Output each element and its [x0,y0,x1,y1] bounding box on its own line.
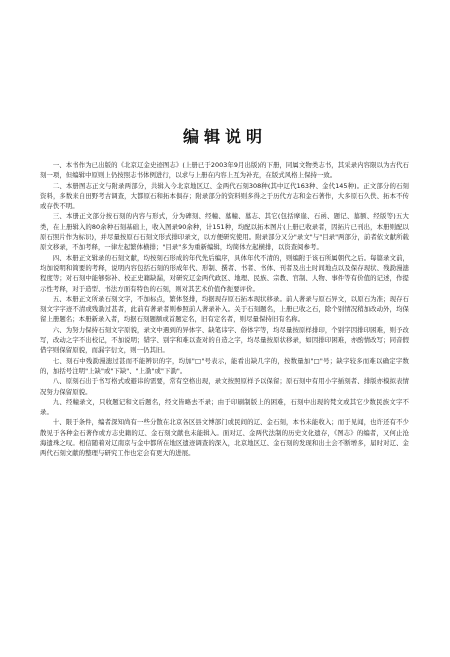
paragraph-3: 三、本册正文部分按石刻的内容与形式，分为碑刻、经幢、墓幢、墓志、其它(包括摩崖、石函、题记、墓额、经版等)五大类，在上册辑入的80余种石刻基础上，收入图录90余种，计151种，均配以拓本图片(上册已收录者，因拓片已刊出，本册则配以原石照片作为标识)，并尽量按原石石刻文形式排印录文，以方便研究使用。附录部分又分"录文"与"目录"两部分，前者依文献所载原文移录，不加考释，一律左起繁体横排；"目录"多为重新编辑，均简体左起横排，以资查阅参考。 [40,212,409,252]
document-body [40,160,409,459]
paragraph-10: 十、限于条件，编者深知尚有一些分散在北京各区县文博部门或民间的辽、金石刻，本书未能收入；而于见闻，也许还有不少散见于各种金石著作或方志史籍的辽、金石刻文献也未能辑入。面对辽、金两代法制的历史文化遗存，《图志》的编者，又何止沧海遗珠之叹。相信随着对辽南京与金中都所在地区遗迹调查的深入，北京地区辽、金石刻的发现和出土会不断增多，届时对辽、金两代石刻文献的整理与研究工作也定会有更大的进展。 [40,418,409,458]
paragraph-8: 八、原刻石出于书写格式或避讳的需要，常有空格出现，录文按照原样予以保留；原石刻中有用小字插刻者、排版亦模拟表情况努力保留原貌。 [40,377,409,396]
paragraph-7: 七、刻石中残泐漫漶过甚而不能辨识的字，均加"□"号表示，能看出缺几字的，按数量加"□"号；缺字较多而难以确定字数的，加括号注明"上缺"或"下缺"、"上泐"或"下泐"。 [40,356,409,375]
paragraph-6: 六、为努力保持石刻文字原貌，录文中遇到的异体字、缺笔讳字、俗体字等，均尽量按原样排印，个别字因排印困难，则予改写，改动之字不出校记，不加说明；错字、别字和难以查对的自造之字，均尽量按原状移录，如因排印困难，亦酌情改写；同音假借字则保留原貌，而漏字衍文，则一仍其旧。 [40,325,409,355]
page-title: 编辑说明 [182,127,267,146]
paragraph-1: 一、本书作为已出版的《北京辽金史迹图志》(上册已于2003年9月出版)的下册，同属文物类志书，其采录内容限以为古代石刻一项，但编辑中原则上仍按照志书体例进行，以求与上册在内容上互为补充，在版式风格上保持一致。 [40,161,409,180]
paragraph-5: 五、本册正文所录石刻文字，不加标点，繁体竖排，均据现存原石拓本现状移录。前人著录与原石异文，以原石为准；现存石刻文字字迹不清或残泐过甚者，此前有著录者则参照前人著录补入。关于石刻题名，上册已收之石，除个别情况稍加改动外，均保留上册题名；本册新录入者，均据石刻题额或首题定名，旧有定名者，则尽量保持旧有名称。 [40,294,409,324]
paragraph-2: 二、本册图志正文与附录两部分，共辑入今北京地区辽、金两代石刻308种(其中辽代163种、金代145种)。正文部分的石刻资料，多数来自田野考古调查，大都原石和拓本俱存；附录部分的资料则多得之于历代方志和金石著作，大多原石久佚、拓本不传或存佚不明。 [40,181,409,211]
paragraph-4: 四、本册正文辑录的石刻文献，均按刻石形成的年代先后编序，具体年代不清的，则编附于该石所属朝代之后。每篇录文前，均加说明和简要的考释，说明内容包括石刻的形成年代、形制、撰者、书者、书体、刊者及出土时间地点以及保存现状、残泐漫漶程度等；对石刻中能够弥补、校正史籍缺漏，对研究辽金两代政区、地理、民族、宗教、官制、人物、事件等有价值的记述，作提示性考释，对于造型、书法方面有特色的石刻，则对其艺术价值作扼要评价。 [40,253,409,293]
paragraph-9: 九、经幢录文，只收题记和文后题名，经文皆略去不录；由于印刷制版上的困难，石刻中出现的梵文或其它少数民族文字不录。 [40,397,409,417]
